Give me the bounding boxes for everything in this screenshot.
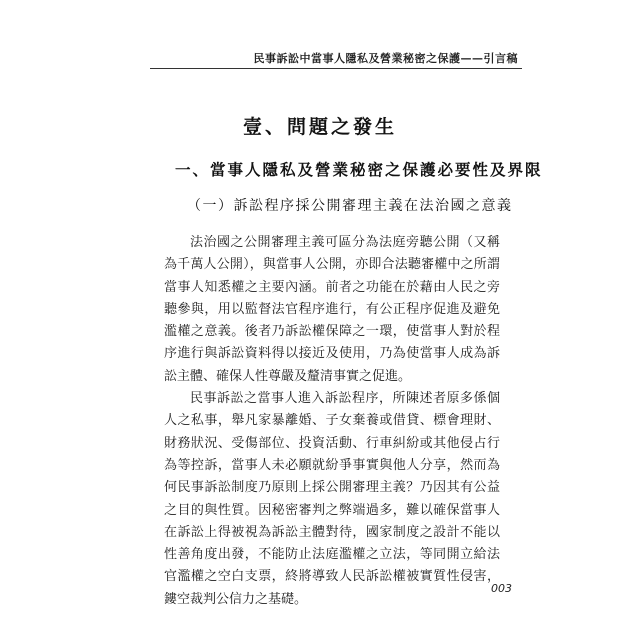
subsection-heading: （一）訴訟程序採公開審理主義在法治國之意義 [187,198,513,214]
body-text [164,232,500,611]
paragraph: 民事訴訟之當事人進入訴訟程序，所陳述者原多係個人之私事，舉凡家暴離婚、子女棄養或借貸、標會理財、財務狀況、受傷部位、投資活動、行車糾紛或其他侵占行為等控訴，當事人未必願就紛爭事實與他人分享，然而為何民事訴訟制度乃原則上採公開審理主義？乃因其有公益之目的與性質。因秘密審判之弊端過多，難以確保當事人在訴訟上得被視為訴訟主體對待，國家制度之設計不能以性善角度出發，不能防止法庭濫權之立法，等同開立給法官濫權之空白支票，終將導致人民訴訟權被實質性侵害，鏤空裁判公信力之基礎。 [164,391,500,607]
page-number: 003 [491,582,512,595]
running-header: 民事訴訟中當事人隱私及營業秘密之保護——引言稿 [253,52,518,65]
section-heading: 一、當事人隱私及營業秘密之保護必要性及界限 [175,160,543,179]
header-rule [150,68,522,69]
chapter-title: 壹、問題之發生 [242,116,397,138]
paragraph: 法治國之公開審理主義可區分為法庭旁聽公開（又稱為千萬人公開），與當事人公開，亦即合法聽審權中之所謂當事人知悉權之主要內涵。前者之功能在於藉由人民之旁聽參與，用以監督法官程序進行，有公正程序促進及避免濫權之意義。後者乃訴訟權保障之一環，使當事人對於程序進行與訴訟資料得以接近及使用，乃為使當事人成為訴訟主體、確保人性尊嚴及釐清事實之促進。 [164,235,500,384]
